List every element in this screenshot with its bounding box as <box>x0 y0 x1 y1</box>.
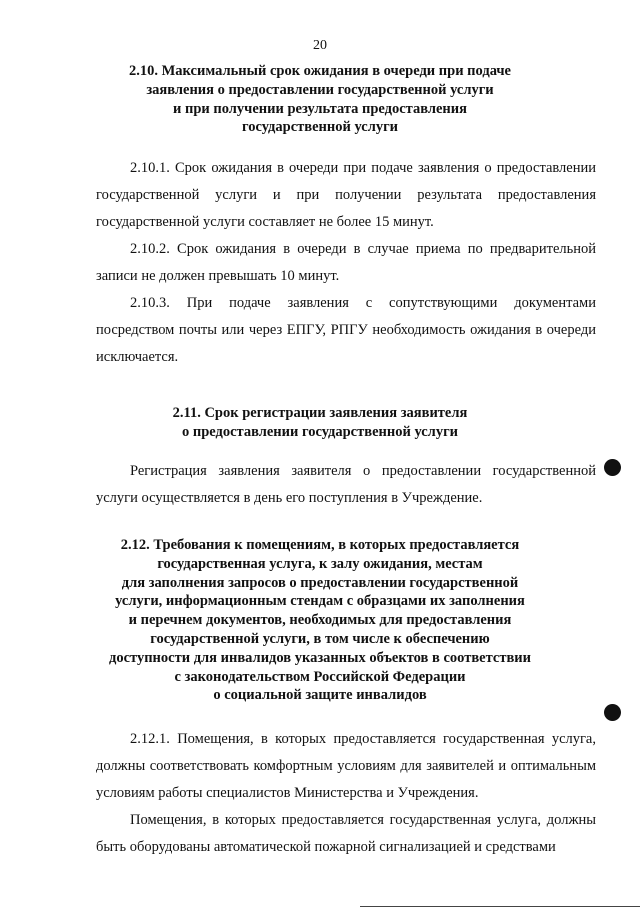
heading-line: о предоставлении государственной услуги <box>181 423 459 440</box>
heading-line: для заполнения запросов о предоставлении государственной <box>121 574 519 591</box>
paragraph-2-10-1: 2.10.1. Срок ожидания в очереди при подаче заявления о предоставлении государственной услуги и при получении результата предоставления государственной услуги составляет не более 15 минут. <box>96 160 596 230</box>
heading-line: услуги, информационным стендам с образцами их заполнения <box>115 593 525 610</box>
heading-line: с законодательством Российской Федерации <box>174 668 466 685</box>
paragraph-2-12-equipment: Помещения, в которых предоставляется государственная услуга, должны быть оборудованы автоматической пожарной сигнализацией и средствами <box>96 812 596 855</box>
section-2-12-heading <box>0 536 640 705</box>
punch-hole-mark <box>604 459 621 476</box>
heading-line: государственная услуга, к залу ожидания, местам <box>157 555 483 572</box>
heading-line: 2.10. Максимальный срок ожидания в очереди при подаче <box>129 63 511 79</box>
heading-line: о социальной защите инвалидов <box>213 687 427 704</box>
paragraph-2-12-1: 2.12.1. Помещения, в которых предоставляется государственная услуга, должны соответствовать комфортным условиям для заявителей и оптимальным условиям работы специалистов Министерства и Учреждения. <box>96 731 596 801</box>
punch-hole-mark <box>604 704 621 721</box>
heading-line: заявления о предоставлении государственной услуги <box>146 81 494 98</box>
heading-line: доступности для инвалидов указанных объектов в соответствии <box>109 649 531 666</box>
heading-line: 2.12. Требования к помещениям, в которых предоставляется <box>120 537 520 553</box>
heading-line: и при получении результата предоставления <box>173 100 467 117</box>
section-2-10-heading <box>0 62 640 137</box>
paragraph-2-10-3: 2.10.3. При подаче заявления с сопутствующими документами посредством почты или через ЕПГУ, РПГУ необходимость ожидания в очереди исключается. <box>96 295 596 365</box>
heading-line: 2.11. Срок регистрации заявления заявителя <box>172 405 468 421</box>
paragraph-2-11: Регистрация заявления заявителя о предоставлении государственной услуги осуществляется в день его поступления в Учреждение. <box>96 463 596 506</box>
heading-line: и перечнем документов, необходимых для предоставления <box>128 612 512 629</box>
page-number: 20 <box>313 38 327 53</box>
scan-edge-line <box>360 906 640 907</box>
heading-line: государственной услуги <box>241 119 399 136</box>
section-2-11-heading <box>0 404 640 442</box>
heading-line: государственной услуги, в том числе к обеспечению <box>150 630 490 647</box>
paragraph-2-10-2: 2.10.2. Срок ожидания в очереди в случае приема по предварительной записи не должен превышать 10 минут. <box>96 241 596 284</box>
